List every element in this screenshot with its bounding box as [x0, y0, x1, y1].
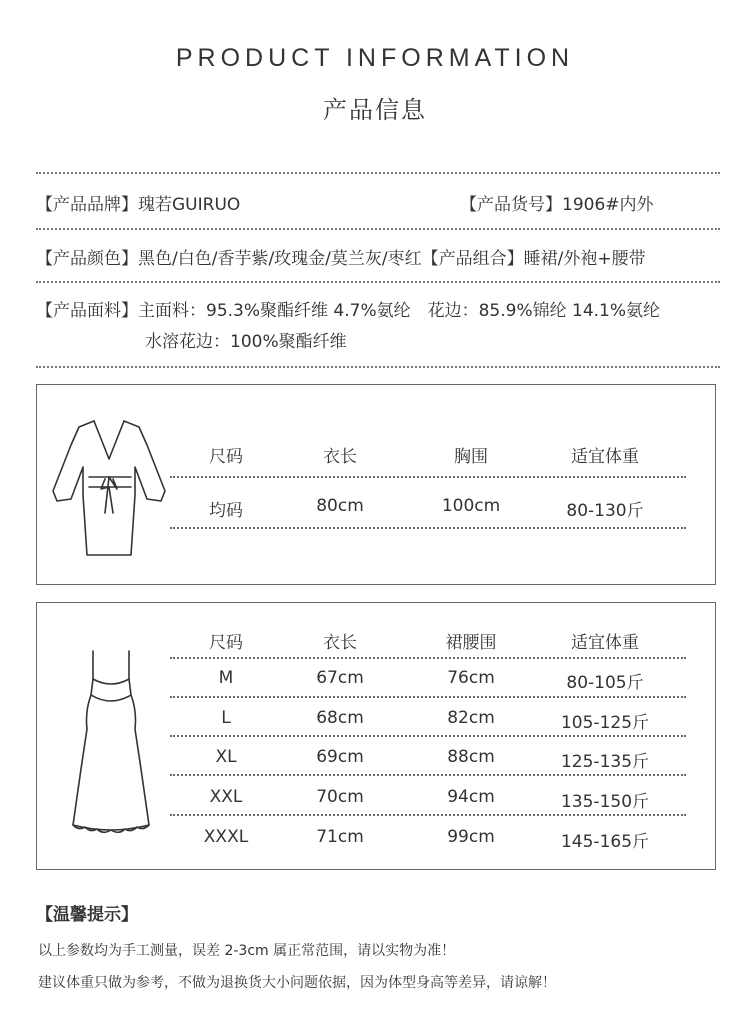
row-divider [170, 735, 686, 737]
row-divider [170, 476, 686, 478]
table-cell: 70cm [316, 787, 364, 807]
table-cell: XXL [209, 787, 243, 807]
table-header-bust: 胸围 [454, 447, 488, 467]
row-divider [170, 696, 686, 698]
table-cell: 99cm [447, 827, 495, 847]
row-divider [170, 814, 686, 816]
brand-label: 【产品品牌】 [36, 195, 138, 215]
table-cell: XL [215, 747, 237, 767]
title-chinese: 产品信息 [323, 96, 427, 124]
tips-line-2: 建议体重只做为参考，不做为退换货大小问题依据，因为体型身高等差异，请谅解！ [38, 975, 556, 991]
tips-line-1: 以上参数均为手工测量，误差 2-3cm 属正常范围，请以实物为准！ [38, 943, 456, 959]
item-no-label: 【产品货号】 [460, 195, 562, 215]
slip-dress-icon [65, 649, 157, 837]
table-cell: 67cm [316, 668, 364, 688]
fabric-label: 【产品面料】 [36, 301, 138, 321]
table-cell: 88cm [447, 747, 495, 767]
table-cell: L [221, 708, 231, 728]
table-cell: 71cm [316, 827, 364, 847]
table-cell: 68cm [316, 708, 364, 728]
row-divider [170, 774, 686, 776]
color-value: 黑色/白色/香芋紫/玫瑰金/莫兰灰/枣红 [138, 249, 422, 269]
table-cell: 80cm [316, 496, 364, 516]
row-divider [170, 527, 686, 529]
table-cell: M [218, 668, 234, 688]
item-no-value: 1906#内外 [562, 195, 654, 215]
robe-size-box [36, 384, 716, 585]
item-no-row [460, 190, 654, 215]
table-cell: 105-125斤 [560, 713, 650, 733]
tips-title: 【温馨提示】 [36, 905, 138, 925]
table-cell: 均码 [209, 501, 243, 521]
table-header-length: 衣长 [323, 633, 357, 653]
table-cell: 80-105斤 [566, 673, 644, 693]
table-cell: 135-150斤 [560, 792, 650, 812]
table-header-weight: 适宜体重 [571, 447, 639, 467]
combo-label: 【产品组合】 [421, 249, 524, 269]
table-header-waist: 裙腰围 [445, 633, 497, 653]
table-cell: 100cm [441, 496, 501, 516]
table-header-size: 尺码 [209, 633, 243, 653]
fabric-line2: 水溶花边：100%聚酯纤维 [145, 332, 347, 352]
divider [36, 228, 720, 230]
robe-icon [49, 415, 169, 563]
table-cell: 80-130斤 [566, 501, 644, 521]
title-english: PRODUCT INFORMATION [175, 44, 575, 72]
table-header-length: 衣长 [323, 447, 357, 467]
table-cell: 82cm [447, 708, 495, 728]
table-cell: 145-165斤 [560, 832, 650, 852]
table-cell: 69cm [316, 747, 364, 767]
table-cell: XXXL [203, 827, 249, 847]
fabric-line1: 主面料：95.3%聚酯纤维 4.7%氨纶 花边：85.9%锦纶 14.1%氨纶 [138, 301, 661, 321]
brand-row [36, 190, 240, 215]
table-cell: 94cm [447, 787, 495, 807]
combo-value: 睡裙/外袍+腰带 [523, 249, 646, 269]
color-label: 【产品颜色】 [36, 249, 138, 269]
row-divider [170, 657, 686, 659]
table-header-weight: 适宜体重 [571, 633, 639, 653]
divider [36, 172, 720, 174]
fabric-row [36, 296, 660, 321]
table-header-size: 尺码 [209, 447, 243, 467]
table-cell: 125-135斤 [560, 752, 650, 772]
divider [36, 281, 720, 283]
color-row [36, 244, 646, 269]
divider [36, 366, 720, 368]
table-cell: 76cm [447, 668, 495, 688]
brand-value: 瑰若GUIRUO [138, 195, 241, 215]
